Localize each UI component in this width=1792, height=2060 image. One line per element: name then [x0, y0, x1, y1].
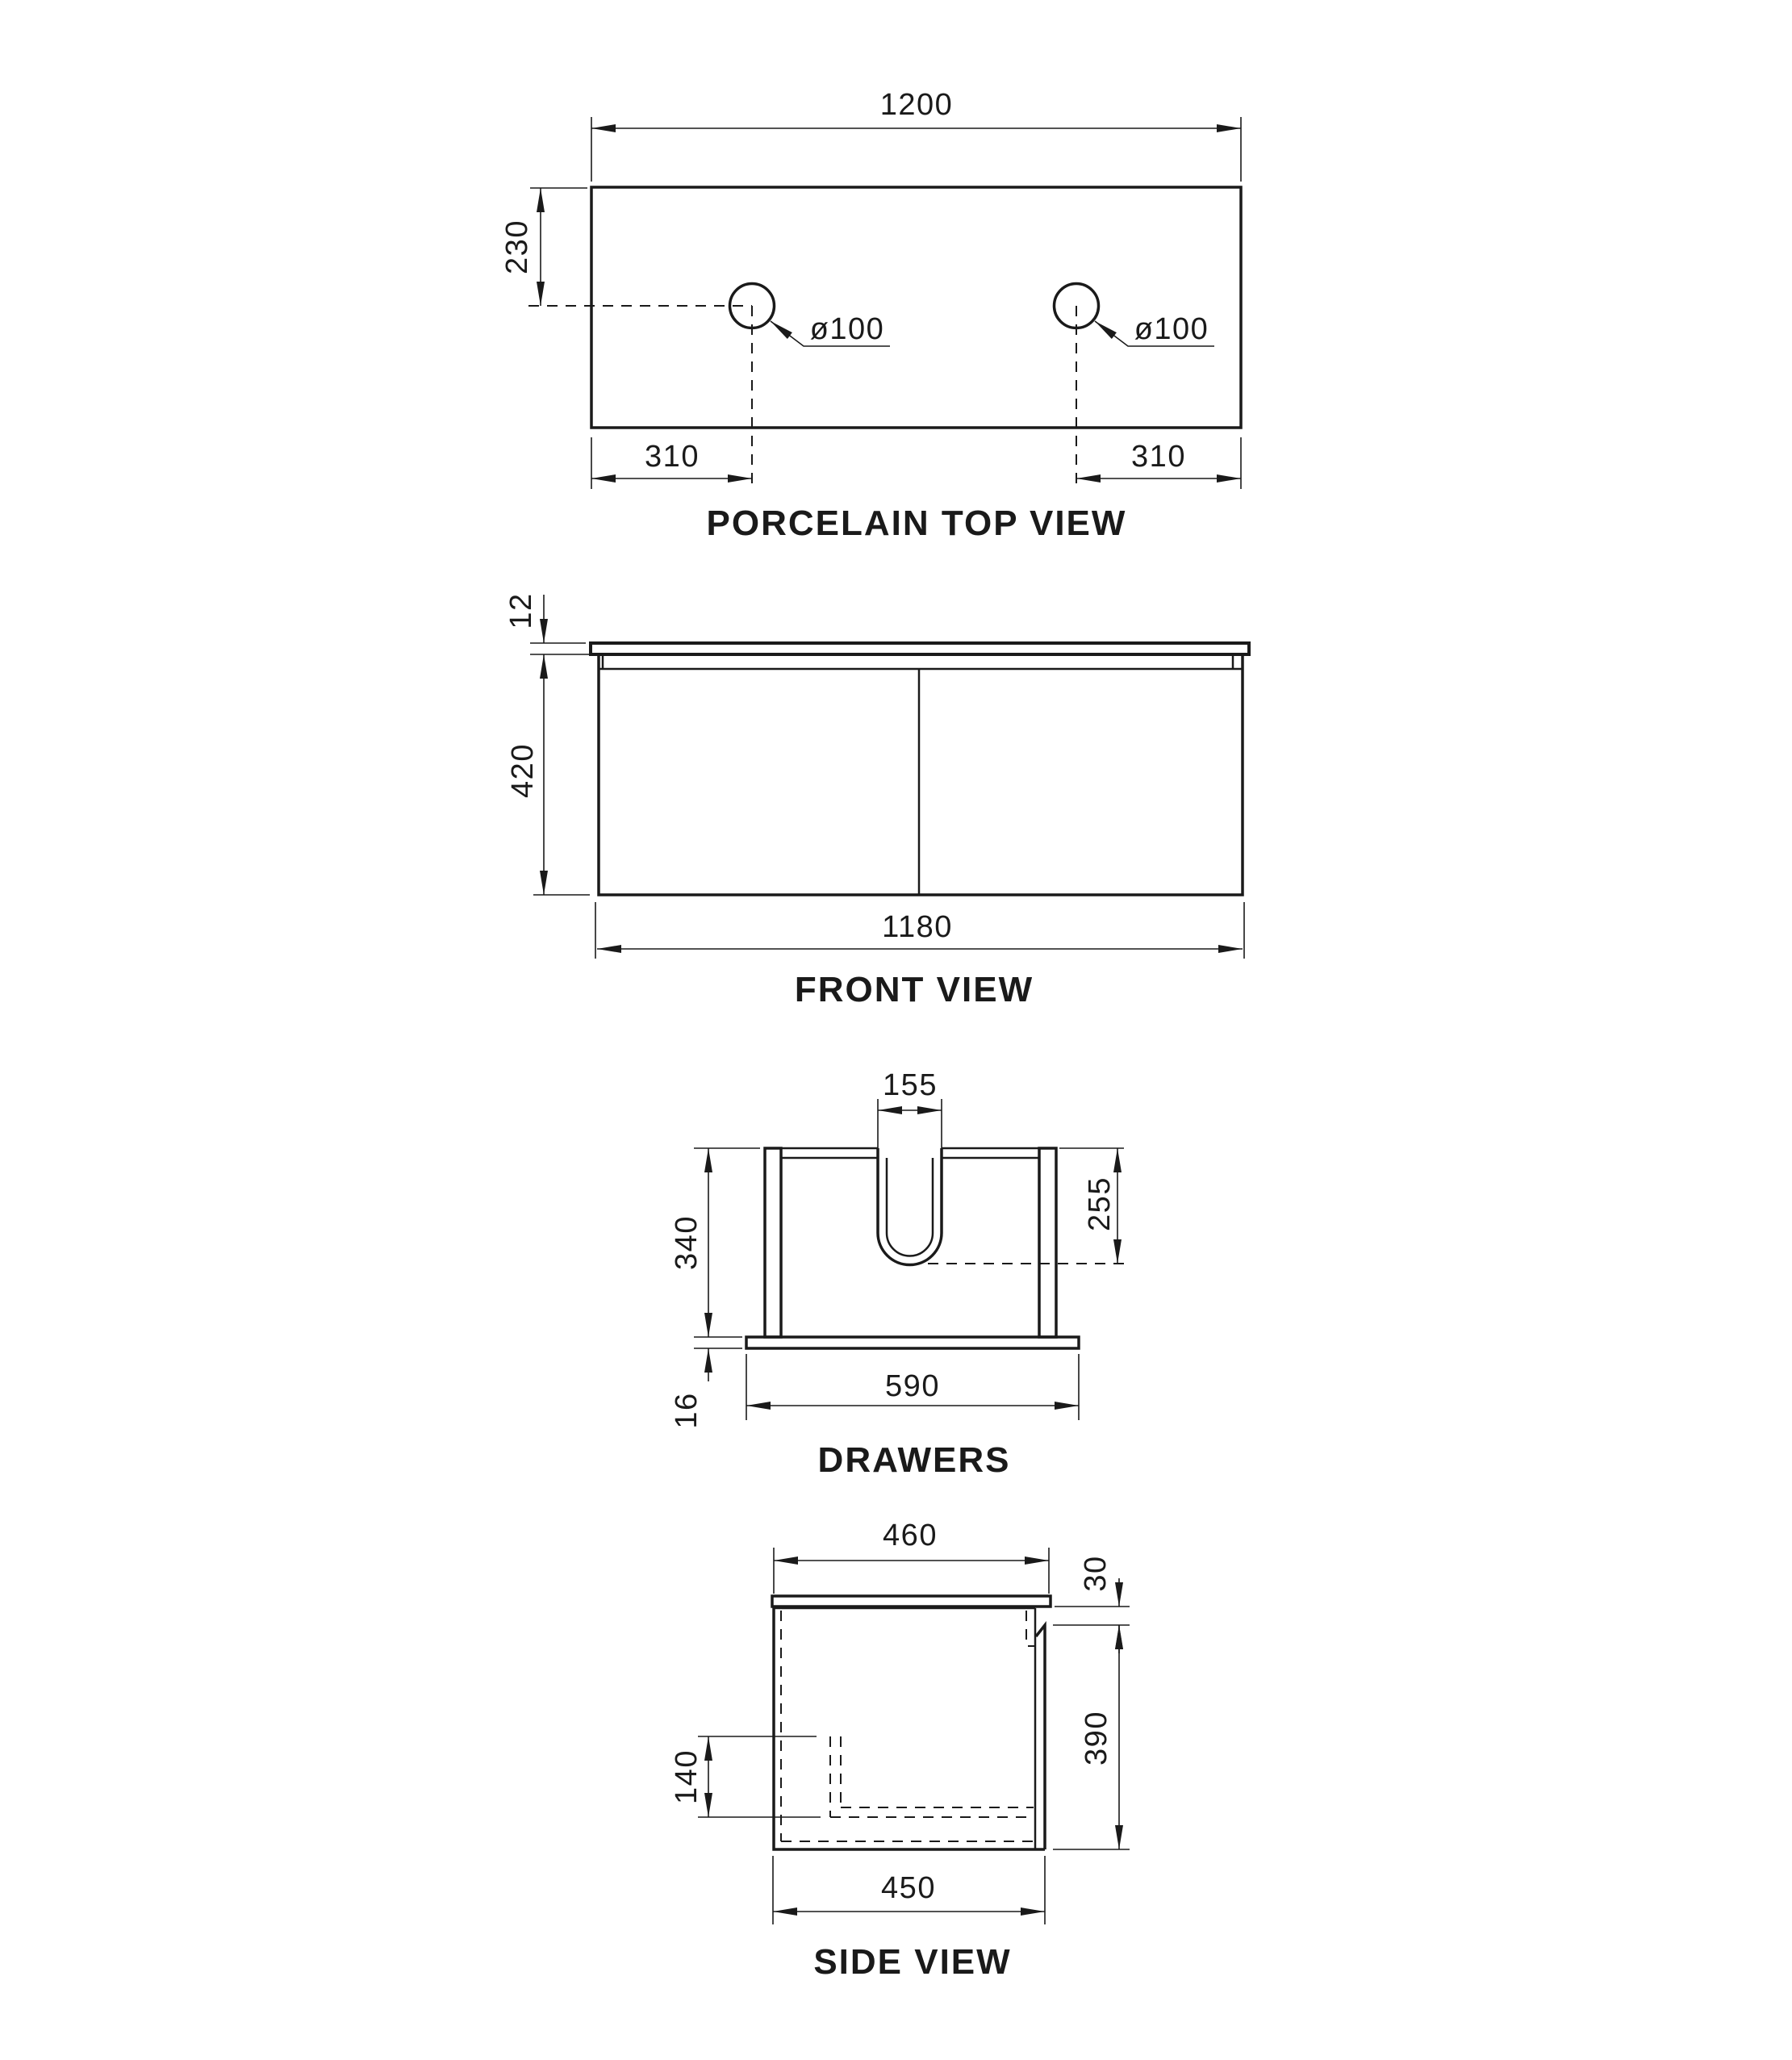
drawers-view-title: DRAWERS [817, 1440, 1011, 1480]
cabinet-outline [599, 654, 1243, 895]
dim-top-offset [1053, 1555, 1130, 1653]
dim-top-thickness [504, 592, 594, 654]
dim-cutout-width [878, 1068, 942, 1148]
dim-label: 140 [670, 1749, 704, 1804]
porcelain-top-view [500, 88, 1241, 543]
dim-label: 12 [504, 592, 538, 629]
front-view [504, 592, 1249, 1009]
dim-overall-width [591, 88, 1241, 182]
cabinet-side-outline [774, 1607, 1045, 1849]
dim-label: 460 [883, 1519, 938, 1552]
leader-hole-right [1095, 312, 1214, 346]
drawer-base-plate [746, 1337, 1079, 1348]
dim-cabinet-height [506, 654, 590, 895]
dim-label: 390 [1080, 1711, 1113, 1765]
dim-drawer-height [670, 1148, 760, 1337]
front-view-title: FRONT VIEW [794, 970, 1034, 1009]
dim-label: 340 [670, 1215, 704, 1270]
dim-overall-depth [774, 1519, 1049, 1594]
hidden-line-drawer-bottom [830, 1807, 1034, 1817]
drawers-view [670, 1068, 1127, 1480]
side-view [670, 1519, 1130, 1982]
hidden-line-door-top [1026, 1611, 1035, 1646]
dim-cabinet-depth [773, 1856, 1045, 1924]
dim-hole-from-right [1076, 437, 1241, 489]
door-front-panel [1036, 1625, 1045, 1849]
dim-cutout-depth [1059, 1148, 1124, 1264]
dim-label: 590 [885, 1369, 940, 1403]
porcelain-top-view-title: PORCELAIN TOP VIEW [706, 504, 1127, 543]
drawer-side-rail-right [1039, 1148, 1056, 1337]
dim-label: 255 [1083, 1176, 1117, 1231]
dim-label: 16 [670, 1392, 704, 1429]
countertop-slab [591, 643, 1249, 654]
porcelain-top-outline [591, 187, 1241, 428]
dim-label: 420 [506, 743, 540, 798]
dim-label: 230 [500, 219, 534, 274]
dim-drawer-width [746, 1354, 1079, 1420]
dim-cabinet-width [595, 902, 1244, 959]
drawer-top-band-left [781, 1148, 878, 1158]
dim-hole-from-left [591, 437, 752, 489]
dim-label: 310 [1131, 440, 1186, 474]
dim-label: 155 [883, 1068, 938, 1102]
drawer-top-band-right [942, 1148, 1039, 1158]
hole-diameter-label: ø100 [1134, 312, 1209, 346]
side-view-title: SIDE VIEW [813, 1942, 1012, 1982]
countertop-slab-side [772, 1596, 1051, 1607]
hole-diameter-label: ø100 [809, 312, 885, 346]
dim-label: 30 [1079, 1555, 1113, 1592]
dim-label: 310 [645, 440, 700, 474]
leader-hole-left [771, 312, 890, 346]
dim-label: 1200 [879, 88, 954, 122]
dim-label: 1180 [882, 910, 953, 944]
dim-cabinet-height-side [1053, 1625, 1130, 1849]
u-cutout-inner [887, 1158, 933, 1256]
dim-hole-from-back [500, 188, 587, 306]
drawer-side-rail-left [765, 1148, 781, 1337]
hidden-line-drawer-back [830, 1736, 841, 1817]
dim-base-thickness [670, 1337, 742, 1429]
dim-label: 450 [881, 1871, 936, 1905]
dim-drawer-bottom-height [670, 1736, 821, 1817]
